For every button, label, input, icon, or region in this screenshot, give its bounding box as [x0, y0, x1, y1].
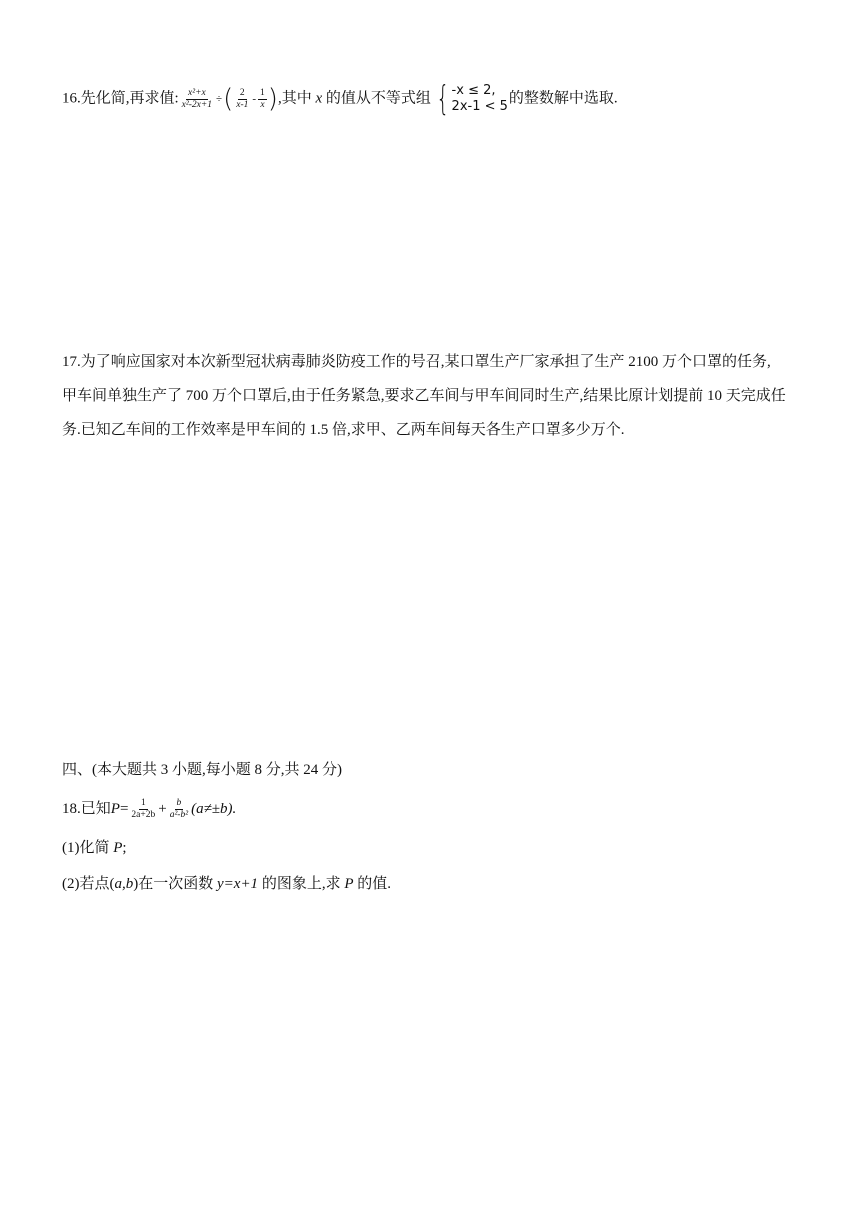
question-16-mid: ,其中: [277, 90, 312, 107]
part-1-prefix: (1)化简: [62, 840, 110, 856]
fraction-3-denominator: x: [260, 99, 265, 110]
question-17: [62, 352, 802, 454]
question-16-number: 16.: [62, 90, 81, 107]
part-2-suffix: 的值.: [357, 876, 392, 892]
question-17-line-3: 务.已知乙车间的工作效率是甲车间的 1.5 倍,求甲、乙两车间每天各生产口罩多少万个.: [62, 422, 625, 438]
part-2-point: a,b: [114, 876, 134, 892]
fraction-3: [258, 88, 267, 111]
minus-sign: -: [252, 93, 257, 105]
section-heading: 四、(本大题共 3 小题,每小题 8 分,共 24 分): [62, 762, 342, 778]
fraction-p1-numerator: 1: [140, 798, 146, 808]
fraction-1-numerator: x²+x: [188, 87, 206, 98]
left-brace-icon: {: [436, 79, 450, 119]
condition: (a≠±b).: [191, 800, 237, 817]
question-18-prefix: 18.已知: [62, 800, 111, 817]
variable-P: P: [110, 800, 120, 817]
part-2-variable: P: [344, 876, 354, 892]
right-paren-icon: ): [267, 84, 278, 114]
fraction-p2-denominator: a²-b²: [169, 810, 189, 820]
part-2-mid: )在一次函数: [133, 876, 214, 892]
question-18: [62, 798, 236, 821]
part-2-prefix: (2)若点(: [62, 876, 115, 892]
question-16-mid2: 的值从不等式组: [325, 90, 431, 107]
fraction-p1-denominator: 2a+2b: [131, 810, 156, 820]
fraction-2-denominator: x-1: [236, 99, 249, 110]
fraction-1: [180, 88, 214, 111]
equals-sign: =: [119, 800, 129, 817]
question-18-part-2: [62, 874, 391, 894]
fraction-2: [234, 88, 250, 111]
fraction-p2-numerator: b: [176, 798, 182, 808]
left-paren-icon: (: [223, 84, 234, 114]
divide-sign: ÷: [216, 93, 223, 105]
inequality-2: 2x-1 < 5: [451, 99, 508, 114]
fraction-p2: [168, 798, 190, 821]
question-16-prefix: 先化简,再求值:: [80, 90, 179, 107]
inequality-1: -x ≤ 2,: [451, 83, 496, 98]
question-16: [62, 79, 618, 119]
fraction-p1: [129, 798, 157, 821]
question-18-part-1: [62, 838, 127, 858]
fraction-1-denominator: x²-2x+1: [181, 99, 213, 110]
inequality-system: [432, 79, 508, 119]
variable-x: x: [315, 90, 323, 107]
part-1-variable: P: [113, 840, 123, 856]
fraction-3-numerator: 1: [260, 87, 265, 98]
question-16-suffix: 的整数解中选取.: [508, 90, 618, 107]
part-1-suffix: ;: [122, 840, 127, 856]
part-2-mid2: 的图象上,求: [261, 876, 341, 892]
question-17-line-1: 17.为了响应国家对本次新型冠状病毒肺炎防疫工作的号召,某口罩生产厂家承担了生产 2100 万个口罩的任务,: [62, 354, 771, 370]
part-2-function: y=x+1: [217, 876, 259, 892]
plus-sign: +: [158, 800, 167, 817]
fraction-2-numerator: 2: [239, 87, 245, 98]
question-17-line-2: 甲车间单独生产了 700 万个口罩后,由于任务紧急,要求乙车间与甲车间同时生产,结果比原计划提前 10 天完成任: [62, 388, 786, 404]
